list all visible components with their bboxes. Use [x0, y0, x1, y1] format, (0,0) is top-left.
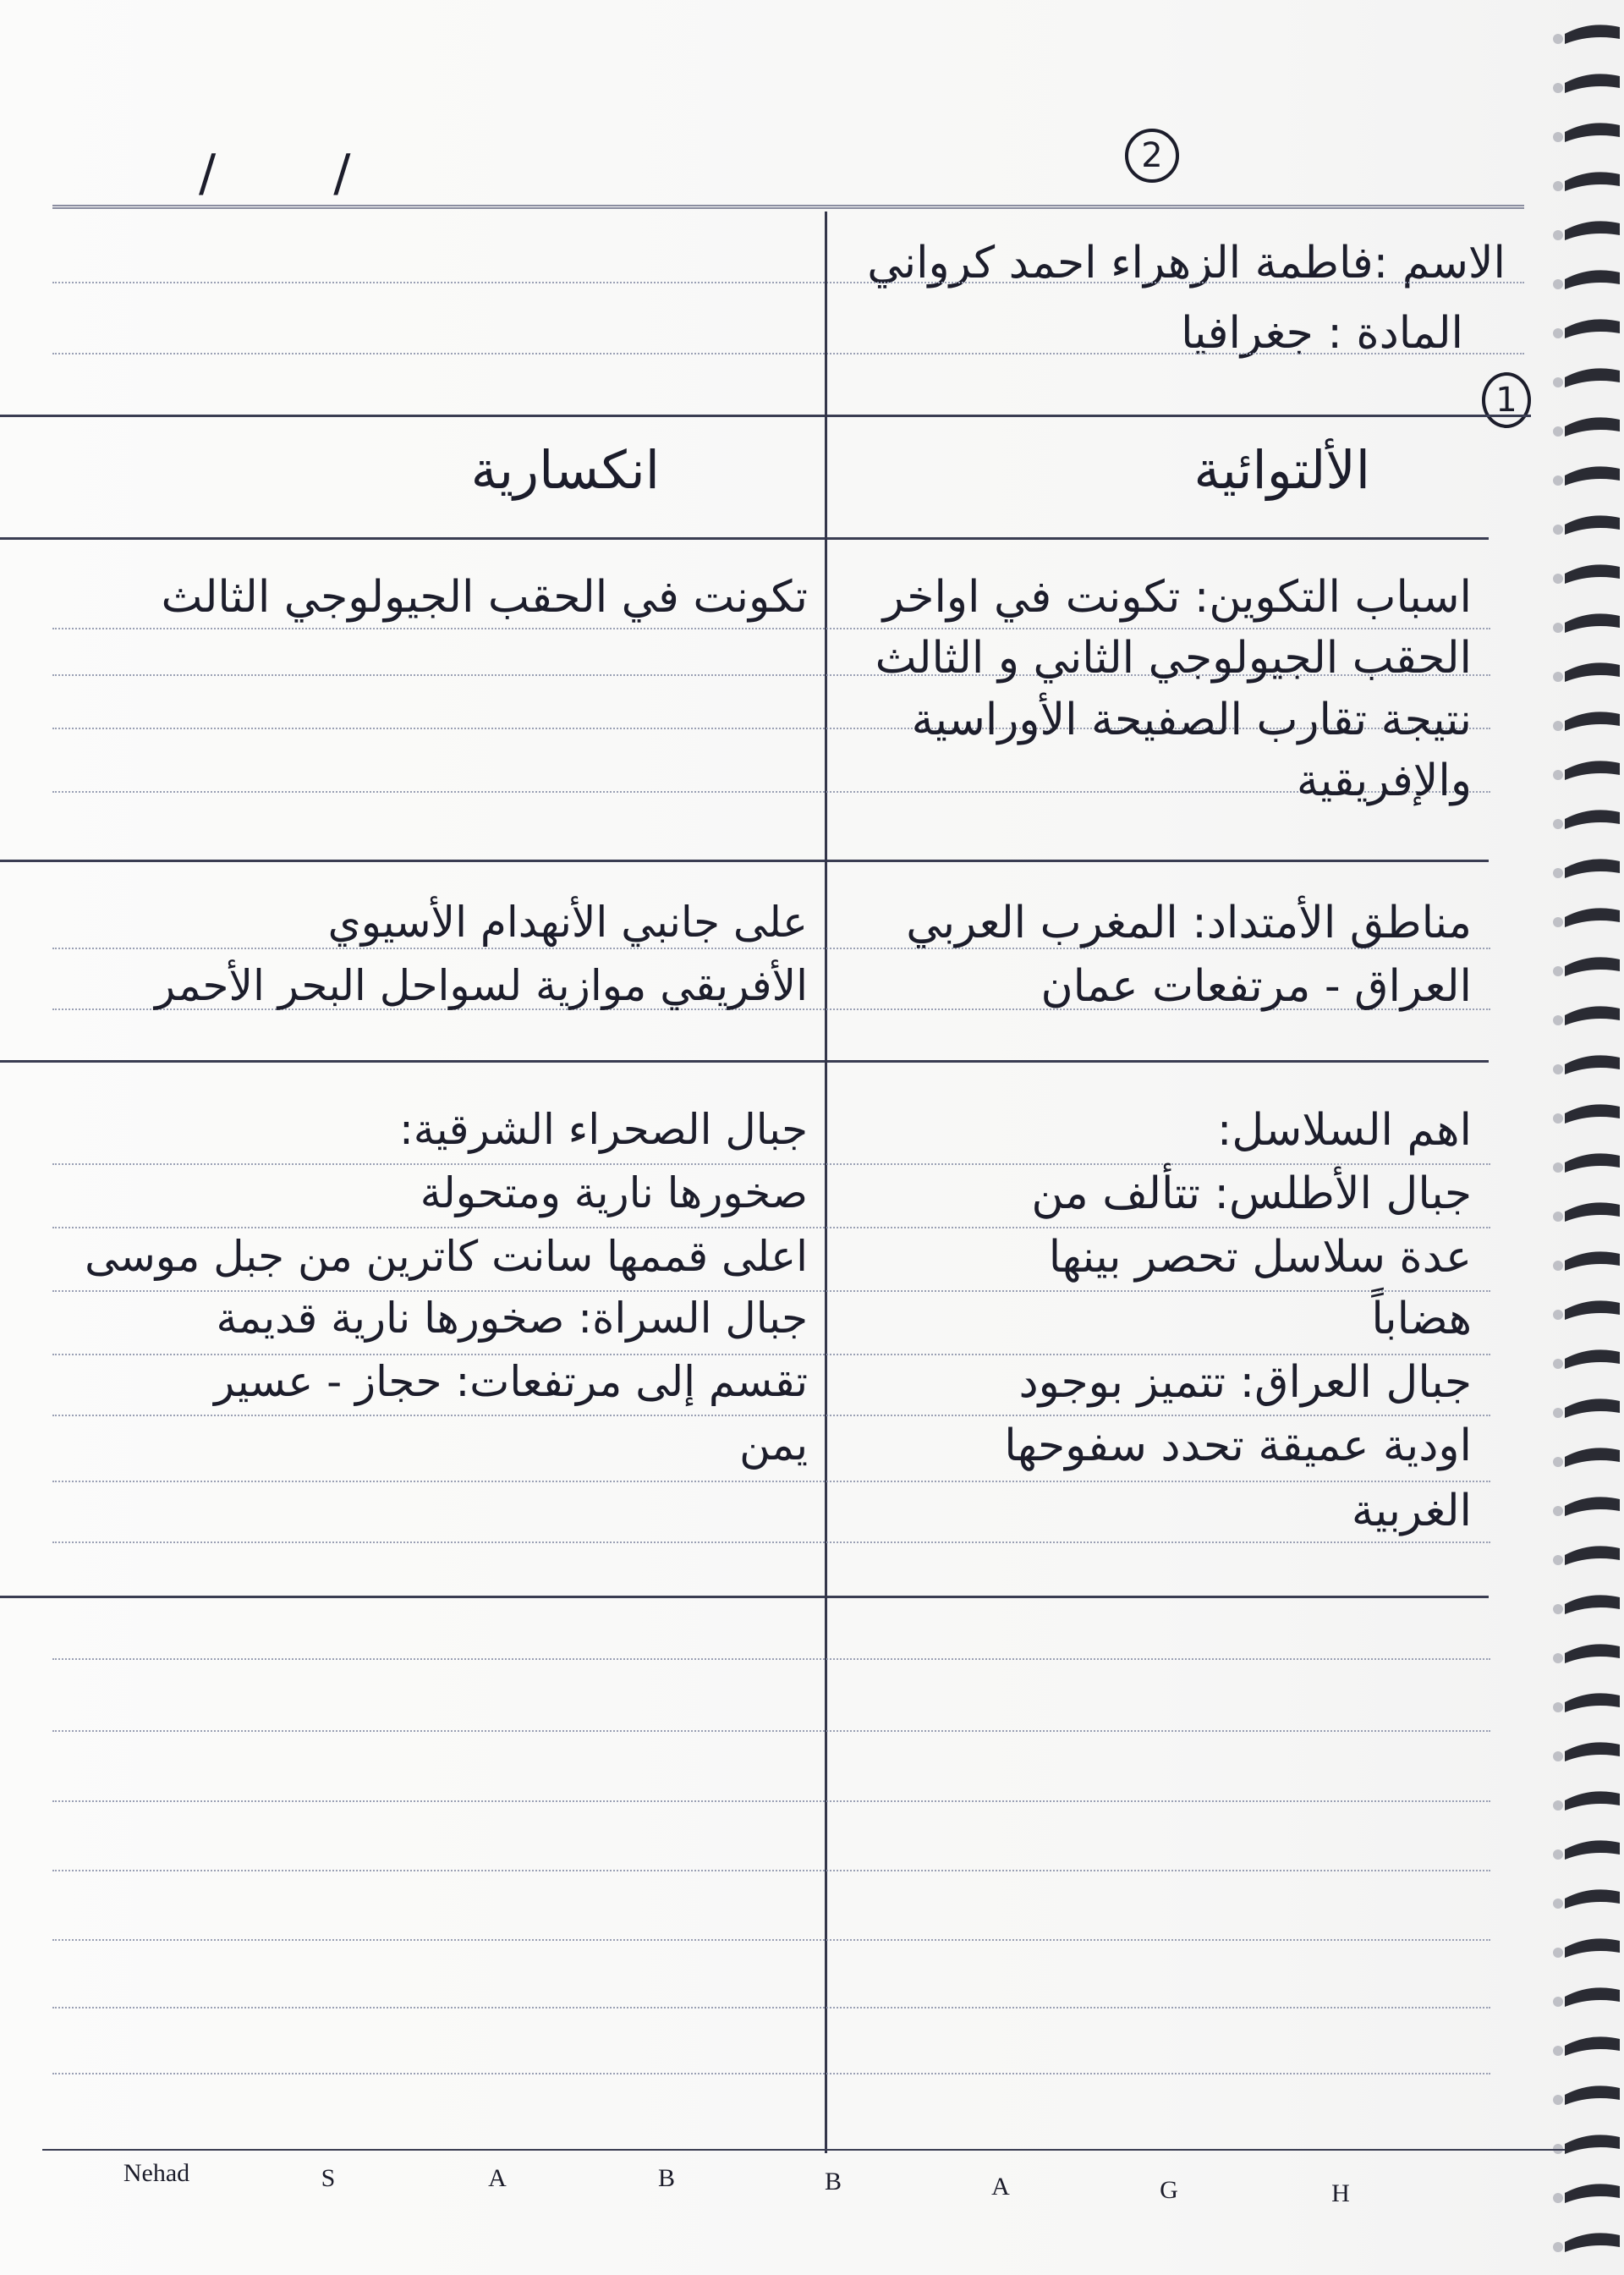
row3-left-line: اعلى قممها سانت كاترين من جبل موسى: [85, 1232, 808, 1281]
spiral-coil: [1565, 1987, 1620, 2007]
spiral-coil: [1565, 613, 1620, 633]
ruled-line: [52, 791, 1490, 793]
binding-hole: [1553, 132, 1563, 142]
binding-hole: [1553, 672, 1563, 682]
ruled-line: [52, 1541, 1490, 1543]
spiral-coil: [1565, 417, 1620, 437]
binding-hole: [1553, 1261, 1563, 1271]
footer-label: Nehad: [123, 2159, 190, 2187]
row3-border: [0, 1596, 1489, 1598]
spiral-coil: [1565, 2036, 1620, 2056]
binding-hole: [1553, 1702, 1563, 1712]
ruled-line: [52, 1163, 1490, 1165]
row2-left-line: على جانبي الأنهدام الأسيوي: [327, 898, 808, 947]
spiral-coil: [1565, 859, 1620, 878]
binding-hole: [1553, 1849, 1563, 1860]
binding-hole: [1553, 525, 1563, 535]
spiral-binding: [1539, 0, 1624, 2275]
row3-right-line: الغربية: [1351, 1486, 1472, 1536]
binding-hole: [1553, 475, 1563, 486]
column-header-faulted: انكسارية: [470, 439, 660, 501]
spiral-coil: [1565, 1644, 1620, 1663]
ruled-line: [52, 1870, 1490, 1871]
column-header-folded: الألتوائية: [1193, 439, 1370, 501]
ruled-line: [52, 1800, 1490, 1802]
spiral-coil: [1565, 25, 1620, 44]
spiral-coil: [1565, 1349, 1620, 1369]
spiral-coil: [1565, 1889, 1620, 1909]
row3-left-line: جبال السراة: صخورها نارية قديمة: [216, 1294, 808, 1343]
binding-hole: [1553, 1408, 1563, 1418]
binding-hole: [1553, 279, 1563, 289]
binding-hole: [1553, 574, 1563, 584]
ruled-line: [52, 1730, 1490, 1732]
row1-right-line: والإفريقية: [1296, 756, 1472, 806]
spiral-coil: [1565, 908, 1620, 927]
spiral-coil: [1565, 761, 1620, 780]
row3-left-line: صخورها نارية ومتحولة: [420, 1168, 808, 1217]
table-top-border: [0, 415, 1531, 417]
spiral-coil: [1565, 1399, 1620, 1418]
row2-left-line: الأفريقي موازية لسواحل البحر الأحمر: [155, 961, 808, 1010]
binding-hole: [1553, 1751, 1563, 1761]
spiral-coil: [1565, 1104, 1620, 1124]
ruled-line: [52, 1481, 1490, 1482]
ruled-line: [52, 1290, 1490, 1292]
row1-right-line: اسباب التكوين: تكونت في اواخر: [882, 572, 1472, 623]
spiral-coil: [1565, 1153, 1620, 1173]
spiral-coil: [1565, 1006, 1620, 1025]
footer-label: G: [1160, 2176, 1178, 2204]
spiral-coil: [1565, 1938, 1620, 1958]
spiral-coil: [1565, 270, 1620, 289]
ruled-line: [52, 1939, 1490, 1941]
spiral-coil: [1565, 515, 1620, 535]
binding-hole: [1553, 1457, 1563, 1467]
ruled-line: [52, 282, 1524, 283]
spiral-coil: [1565, 1693, 1620, 1712]
binding-hole: [1553, 1555, 1563, 1565]
binding-hole: [1553, 34, 1563, 44]
row3-right-line: جبال الأطلس: تتألف من: [1031, 1168, 1472, 1219]
ruled-line: [52, 2073, 1490, 2074]
header-rule: [52, 205, 1524, 209]
footer-label: H: [1331, 2179, 1350, 2207]
binding-hole: [1553, 917, 1563, 927]
spiral-coil: [1565, 123, 1620, 142]
row3-right-line: هضاباً: [1371, 1294, 1472, 1344]
spiral-coil: [1565, 172, 1620, 191]
page-number-circle: [1125, 129, 1179, 183]
date-marks: / /: [199, 144, 402, 203]
row3-right-line: عدة سلاسل تحصر بينها: [1048, 1232, 1472, 1283]
binding-hole: [1553, 1064, 1563, 1074]
spiral-coil: [1565, 662, 1620, 682]
page-number: 2: [1141, 136, 1163, 175]
ruled-line: [52, 1658, 1490, 1660]
row3-right-line: اودية عميقة تحدد سفوحها: [1004, 1421, 1472, 1471]
binding-hole: [1553, 1899, 1563, 1909]
row1-left-line: تكونت في الحقب الجيولوجي الثالث: [161, 572, 808, 623]
row1-right-line: نتيجة تقارب الصفيحة الأوراسية: [911, 695, 1472, 745]
student-name-line: الاسم :فاطمة الزهراء احمد كرواني: [867, 238, 1506, 288]
binding-hole: [1553, 770, 1563, 780]
binding-hole: [1553, 2095, 1563, 2105]
binding-hole: [1553, 181, 1563, 191]
section-number-circle: [1482, 372, 1531, 428]
binding-hole: [1553, 623, 1563, 633]
spiral-coil: [1565, 319, 1620, 338]
ruled-line: [52, 1227, 1490, 1228]
spiral-coil: [1565, 368, 1620, 387]
spiral-coil: [1565, 2184, 1620, 2203]
spiral-coil: [1565, 1055, 1620, 1074]
table-header-border: [0, 537, 1489, 540]
row3-right-line: اهم السلاسل:: [1216, 1105, 1472, 1156]
binding-hole: [1553, 2242, 1563, 2252]
spiral-coil: [1565, 2085, 1620, 2105]
binding-hole: [1553, 1997, 1563, 2007]
spiral-coil: [1565, 712, 1620, 731]
row3-left-line: تقسم إلى مرتفعات: حجاز - عسير: [214, 1357, 808, 1406]
spiral-coil: [1565, 221, 1620, 240]
spiral-coil: [1565, 1300, 1620, 1320]
spiral-coil: [1565, 957, 1620, 976]
ruled-line: [52, 628, 1490, 629]
footer-label: A: [991, 2173, 1010, 2201]
spiral-coil: [1565, 1742, 1620, 1761]
row3-left-line: جبال الصحراء الشرقية:: [398, 1105, 808, 1154]
footer-label: B: [657, 2164, 676, 2192]
footer-rule: [42, 2149, 1565, 2151]
binding-hole: [1553, 868, 1563, 878]
row1-right-line: الحقب الجيولوجي الثاني و الثالث: [875, 633, 1472, 684]
subject-line: المادة : جغرافيا: [1181, 308, 1463, 359]
row1-border: [0, 860, 1489, 862]
binding-hole: [1553, 1162, 1563, 1173]
spiral-coil: [1565, 466, 1620, 486]
spiral-coil: [1565, 1595, 1620, 1614]
ruled-line: [52, 1354, 1490, 1355]
spiral-coil: [1565, 2233, 1620, 2252]
row2-right-line: مناطق الأمتداد: المغرب العربي: [906, 898, 1472, 948]
footer-label: A: [488, 2164, 507, 2192]
binding-hole: [1553, 1359, 1563, 1369]
binding-hole: [1553, 1653, 1563, 1663]
binding-hole: [1553, 1948, 1563, 1958]
binding-hole: [1553, 1113, 1563, 1124]
binding-hole: [1553, 230, 1563, 240]
footer-label: S: [321, 2164, 336, 2192]
binding-hole: [1553, 377, 1563, 387]
spiral-coil: [1565, 74, 1620, 93]
binding-hole: [1553, 966, 1563, 976]
row3-left-line: يمن: [739, 1421, 808, 1470]
ruled-line: [52, 353, 1524, 354]
ruled-line: [52, 2007, 1490, 2008]
spiral-coil: [1565, 1791, 1620, 1811]
footer-label: B: [824, 2168, 842, 2195]
row2-right-line: العراق - مرتفعات عمان: [1040, 961, 1472, 1012]
binding-hole: [1553, 328, 1563, 338]
spiral-coil: [1565, 1497, 1620, 1516]
binding-hole: [1553, 83, 1563, 93]
binding-hole: [1553, 2193, 1563, 2203]
row3-right-line: جبال العراق: تتميز بوجود: [1018, 1357, 1472, 1408]
row2-border: [0, 1060, 1489, 1063]
spiral-coil: [1565, 2135, 1620, 2154]
spiral-coil: [1565, 1251, 1620, 1271]
spiral-coil: [1565, 564, 1620, 584]
spiral-coil: [1565, 1448, 1620, 1467]
spiral-coil: [1565, 810, 1620, 829]
binding-hole: [1553, 1800, 1563, 1811]
binding-hole: [1553, 1015, 1563, 1025]
section-number: 1: [1495, 381, 1517, 420]
binding-hole: [1553, 1506, 1563, 1516]
ruled-line: [52, 1415, 1490, 1416]
binding-hole: [1553, 1310, 1563, 1320]
binding-hole: [1553, 1212, 1563, 1222]
binding-hole: [1553, 721, 1563, 731]
spiral-coil: [1565, 1202, 1620, 1222]
binding-hole: [1553, 819, 1563, 829]
binding-hole: [1553, 1604, 1563, 1614]
spiral-coil: [1565, 1840, 1620, 1860]
binding-hole: [1553, 2046, 1563, 2056]
column-divider: [825, 212, 827, 2153]
binding-hole: [1553, 426, 1563, 437]
spiral-coil: [1565, 1546, 1620, 1565]
